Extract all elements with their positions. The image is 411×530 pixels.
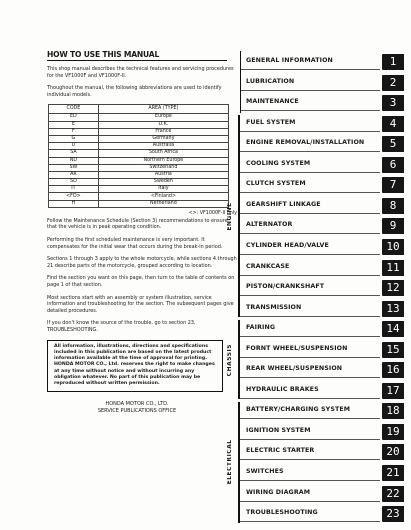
section-label[interactable]: CRANKCASE [246,262,290,270]
area-cell: Switzerland [98,164,228,171]
section-label[interactable]: TROUBLESHOOTING [246,509,318,517]
section-label[interactable]: BATTERY/CHARGING SYSTEM [246,406,351,414]
section-divider [240,172,380,173]
section-tab[interactable]: 3 [382,95,404,111]
group-bracket [238,320,240,399]
code-cell: F [49,128,99,135]
table-row [49,200,229,207]
page-title: HOW TO USE THIS MANUAL [47,50,227,61]
paragraph: If you don't know the source of the trouble, go to section 23, TROUBLESHOOTING. [47,320,196,333]
copyright-notice: All information, illustrations, directions and specifications included in this publication are based on the latest product information available at the time of approval for printing. HONDA MOTOR CO., Ltd. reserves the right to make changes at any time without notice and without incurring any obligation whatever. No part of this publication may be reproduced without written permission. [47,340,223,392]
frame-line [240,51,241,113]
section-label[interactable]: IGNITION SYSTEM [246,426,311,434]
paragraph: Performing the first scheduled maintenance is very important. It compensates for the initial wear that occurs during the break-in period. [47,237,223,250]
section-tab[interactable]: 22 [382,486,404,502]
section-tab[interactable]: 23 [382,506,404,522]
section-label[interactable]: GENERAL INFORMATION [246,57,333,64]
table-row [49,186,229,193]
section-divider [240,439,380,440]
section-label[interactable]: SWITCHES [246,468,284,475]
section-tab[interactable]: 7 [382,177,404,193]
section-tab[interactable]: 19 [382,424,404,440]
area-cell: Europe [98,114,228,121]
group-bracket [238,115,240,318]
section-divider [240,233,380,234]
section-tab[interactable]: 18 [382,403,404,419]
section-label[interactable]: WIRING DIAGRAM [246,488,311,496]
table-header-row [49,105,229,114]
section-tab[interactable]: 4 [382,116,404,132]
group-label: ENGINE [227,201,233,230]
area-cell: Australia [98,143,228,150]
section-tab[interactable]: 11 [382,260,404,276]
section-divider [240,521,380,522]
section-tab[interactable]: 13 [382,301,404,317]
section-tab[interactable]: 9 [382,218,404,234]
section-tab[interactable]: 8 [382,198,404,214]
section-label[interactable]: FAIRING [246,324,276,332]
section-index [227,51,404,523]
section-label[interactable]: ENGINE REMOVAL/INSTALLATION [246,139,365,147]
section-label[interactable]: REAR WHEEL/SUSPENSION [246,365,343,373]
section-divider [240,131,380,132]
section-divider [240,69,380,70]
code-cell: H [49,200,99,207]
table-row [49,121,229,128]
section-label[interactable]: HYDRAULIC BRAKES [246,385,319,393]
area-cell: France [98,128,228,135]
area-cell: Germany [98,135,228,142]
table-note: <>: VF1000F-II only [188,210,237,216]
section-divider [240,336,380,337]
code-cell: IT [49,186,99,193]
section-tab[interactable]: 16 [382,362,404,378]
table-row [49,114,229,121]
code-cell: SA [49,150,99,157]
section-tab[interactable]: 5 [382,136,404,152]
intro-text: This shop manual describes the technical features and servicing procedures for the VF1000F and VF1000F-II. [47,66,234,79]
code-cell: AR [49,171,99,178]
section-label[interactable]: TRANSMISSION [246,303,302,311]
section-divider [240,480,380,481]
code-cell: SW [49,164,99,171]
group-label: ELECTRICAL [227,440,233,485]
table-row [49,171,229,178]
section-label[interactable]: PISTON/CRANKSHAFT [246,283,325,291]
publisher-signature [47,401,227,415]
section-label[interactable]: FUEL SYSTEM [246,118,296,126]
publisher-name: HONDA MOTOR CO., LTD. [105,400,169,407]
code-cell: E [49,121,99,128]
table-row [49,135,229,142]
section-label[interactable]: ELECTRIC STARTER [246,447,315,455]
area-cell: Italy [98,186,228,193]
section-label[interactable]: CLUTCH SYSTEM [246,180,306,188]
section-divider [240,151,380,152]
table-row [49,164,229,171]
publisher-office: SERVICE PUBLICATIONS OFFICE [97,407,177,414]
area-cell: Northern Europe [98,157,228,164]
table-row [49,128,229,135]
section-divider [240,90,380,91]
section-divider [240,377,380,378]
section-tab[interactable]: 2 [382,75,404,91]
table-row [49,150,229,157]
section-divider [240,254,380,255]
abbr-intro-text: Thoughout the manual, the following abbreviations are used to identify individual models. [47,85,222,98]
code-cell: G [49,135,99,142]
paragraph: Find the section you want on this page, then turn to the table of contents on page 1 of that section. [47,275,235,288]
section-divider [240,213,380,214]
section-divider [240,398,380,399]
column-header-code: CODE [49,105,99,114]
section-divider [240,357,380,358]
section-tab[interactable]: 14 [382,321,404,337]
section-tab[interactable]: 17 [382,383,404,399]
area-cell: Austria [98,171,228,178]
section-label[interactable]: ALTERNATOR [246,221,293,229]
section-label[interactable]: GEARSHIFT LINKAGE [246,200,321,208]
abbreviation-table [48,104,229,207]
section-tab[interactable]: 10 [382,239,404,255]
paragraph: Follow the Maintenance Schedule (Section 3) recommendations to ensure that the vehicle is in peak operating condition. [47,217,228,231]
section-tab[interactable]: 1 [382,54,404,70]
area-cell: Sweden [98,179,228,186]
table-row [49,157,229,164]
area-cell: Netherland [98,200,228,207]
code-cell: U [49,143,99,150]
section-tab[interactable]: 20 [382,444,404,460]
section-tab[interactable]: 6 [382,157,404,173]
area-cell: <Finland> [98,193,228,200]
section-label[interactable]: LUBRICATION [246,77,295,85]
code-cell: ND [49,157,99,164]
column-header-area: AREA (TYPE) [98,105,228,114]
area-cell: South Africa [98,150,228,157]
paragraph: Most sections start with an assembly or system illustration, service information and troubleshooting for the section. The subsequent pages give detailed procedures. [47,294,234,314]
section-label[interactable]: CYLINDER HEAD/VALVE [246,241,329,249]
group-label: CHASSIS [227,343,233,376]
table-row [49,193,229,200]
section-divider [240,501,380,502]
left-column [47,50,237,415]
section-tab[interactable]: 21 [382,465,404,481]
section-divider [240,275,380,276]
table-row [49,143,229,150]
area-cell: U.K. [98,121,228,128]
section-divider [240,316,380,317]
section-tab[interactable]: 12 [382,280,404,296]
section-label[interactable]: FORNT WHEEL/SUSPENSION [246,344,348,352]
group-bracket [238,402,240,522]
paragraph: Sections 1 through 3 apply to the whole motorcycle, while sections 4 through 21 describe parts of the motorcycle, grouped according to location. [47,256,237,269]
section-divider [240,459,380,460]
section-divider [240,295,380,296]
section-divider [240,418,380,419]
code-cell: <FO> [49,193,99,200]
section-tab[interactable]: 15 [382,342,404,358]
section-label[interactable]: MAINTENANCE [246,98,299,106]
code-cell: SD [49,179,99,186]
section-divider [240,192,380,193]
section-label[interactable]: COOLING SYSTEM [246,159,311,167]
section-divider [240,110,380,111]
code-cell: ED [49,114,99,121]
table-row [49,179,229,186]
